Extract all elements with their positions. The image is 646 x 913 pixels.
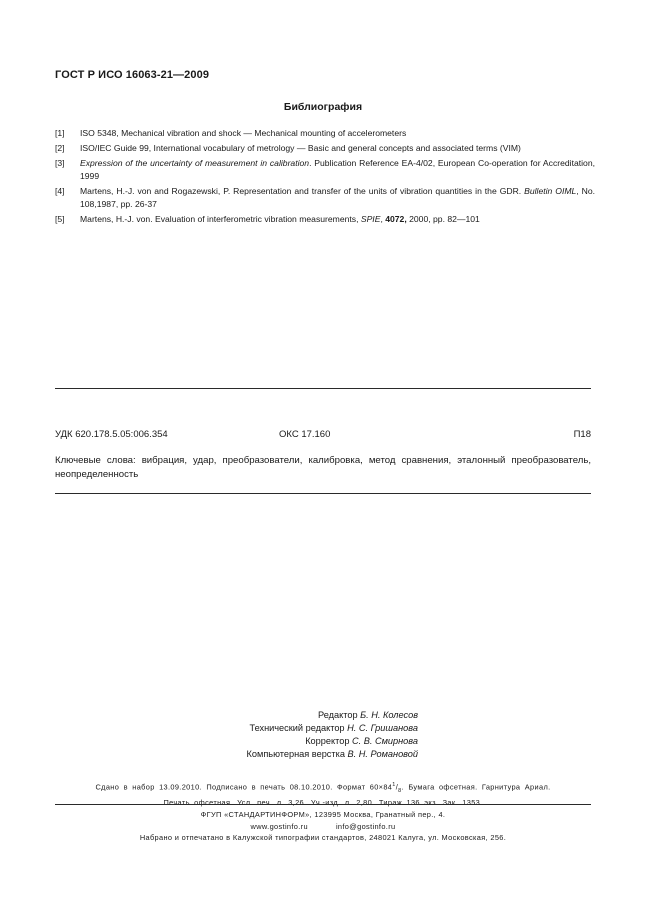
reference-text: ISO 5348, Mechanical vibration and shock — Mechanical mounting of accelerometers (80, 128, 407, 138)
printing-house: Набрано и отпечатано в Калужской типографии стандартов, 248021 Калуга, ул. Московская, 256. (139, 833, 507, 842)
reference-italic-journal: Bulletin OIML (524, 186, 577, 196)
credit-role: Компьютерная верстка (246, 749, 348, 759)
reference-volume: 4072, (385, 214, 407, 224)
reference-number: [3] (55, 158, 65, 168)
publisher-email: info@gostinfo.ru (335, 821, 396, 831)
reference-text (80, 157, 595, 183)
reference-text: ISO/IEC Guide 99, International vocabulary of metrology — Basic and general concepts and associated terms (VIM) (80, 143, 521, 153)
credit-name: В. Н. Романовой (347, 749, 418, 759)
print-format-sup: 1 (392, 782, 396, 788)
publisher-info (55, 809, 591, 844)
publisher-address: ФГУП «СТАНДАРТИНФОРМ», 123995 Москва, Гранатный пер., 4. (200, 810, 446, 819)
reference-rest: . Publication Reference EA-4/02, European Co-operation for Accreditation, 1999 (80, 158, 595, 181)
classification-row (55, 429, 591, 443)
document-code: ГОСТ Р ИСО 16063-21—2009 (55, 69, 210, 81)
print-info-text: . Бумага офсетная. Гарнитура Ариал. (401, 782, 551, 792)
oks-code: ОКС 17.160 (279, 429, 331, 440)
reference-text (80, 213, 595, 226)
bibliography-title: Библиография (283, 101, 363, 113)
publisher-website: www.gostinfo.ru (250, 821, 308, 831)
reference-item (55, 157, 595, 183)
credit-tech-editor (249, 722, 418, 735)
reference-item (55, 213, 595, 226)
udk-code: УДК 620.178.5.05:006.354 (55, 429, 168, 440)
reference-main: Martens, H.-J. von and Rogazewski, P. Representation and transfer of the units of vibration quantities in the GDR. (80, 186, 522, 196)
reference-italic-title: Expression of the uncertainty of measurement in calibration (80, 158, 310, 168)
credit-role: Корректор (305, 736, 352, 746)
reference-separator: , (380, 214, 386, 224)
credit-name: С. В. Смирнова (352, 736, 418, 746)
reference-number: [1] (55, 128, 65, 138)
publisher-contacts (55, 821, 591, 833)
bibliography-list (55, 127, 595, 228)
credit-name: Б. Н. Колесов (360, 710, 418, 720)
print-info-text: Сдано в набор 13.09.2010. Подписано в печать 08.10.2010. Формат 60×84 (95, 782, 393, 792)
credit-layout (247, 748, 418, 761)
print-info-line-2: Печать офсетная. Усл. печ. л. 3,26. Уч.-изд. л. 2,80. Тираж 136 экз. Зак. 1353. (163, 797, 483, 807)
reference-number: [2] (55, 143, 65, 153)
reference-main: Martens, H.-J. von. Evaluation of interferometric vibration measurements, (80, 214, 361, 224)
reference-rest: 2000, pp. 82—101 (406, 214, 480, 224)
keywords: Ключевые слова: вибрация, удар, преобразователи, калибровка, метод сравнения, эталонный преобразователь, неопределенность (55, 455, 591, 480)
reference-item (55, 185, 595, 211)
print-info-line-1: Сдано в набор 13.09.2010. Подписано в печать 08.10.2010. Формат $60\times 84^1/_8$. Бумага офсетная. Гарнитура Ариал. (95, 782, 551, 794)
bottom-divider (55, 493, 591, 494)
reference-item (55, 142, 595, 155)
top-divider (55, 388, 591, 389)
reference-number: [5] (55, 214, 65, 224)
credit-name: Н. С. Гришанова (347, 723, 418, 733)
reference-item (55, 127, 595, 140)
reference-italic-journal: SPIE (360, 214, 381, 224)
group-code: П18 (573, 429, 591, 440)
credit-proofreader (305, 735, 418, 748)
credit-editor (318, 709, 418, 722)
print-format-sub: 8 (398, 787, 402, 794)
reference-number: [4] (55, 186, 65, 196)
credit-role: Редактор (318, 710, 361, 720)
reference-rest: , No. 108,1987, pp. 26-37 (80, 186, 596, 209)
credit-role: Технический редактор (249, 723, 348, 733)
publisher-divider (55, 804, 591, 805)
reference-text (80, 185, 595, 211)
